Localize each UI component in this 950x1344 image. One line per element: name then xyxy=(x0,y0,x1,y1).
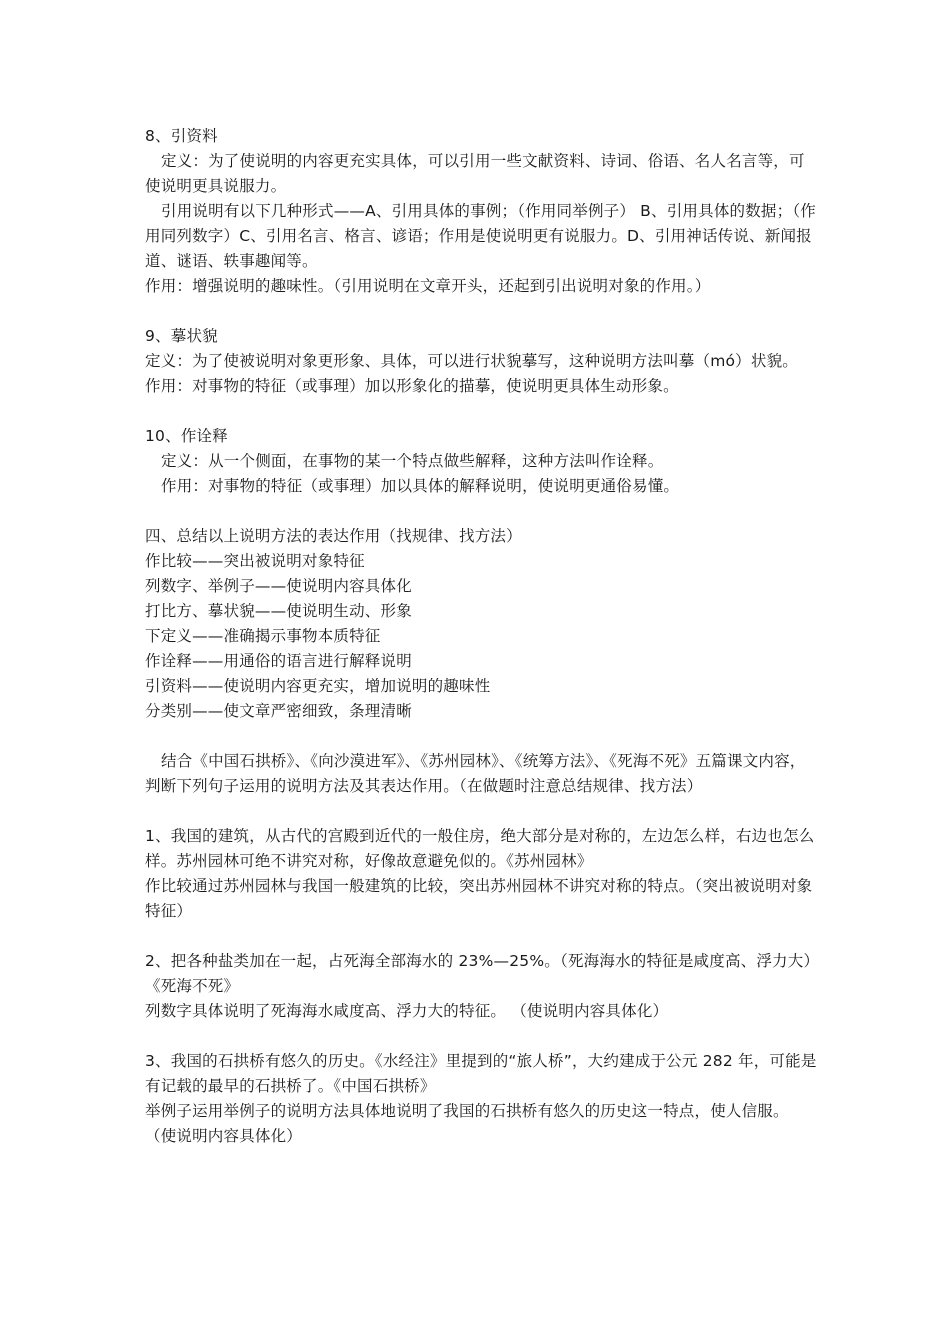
summary-title: 四、总结以上说明方法的表达作用（找规律、找方法） xyxy=(145,527,522,545)
section-8-title: 8、引资料 xyxy=(145,127,218,145)
question-1: 1、我国的建筑，从古代的宫殿到近代的一般住房，绝大部分是对称的，左边怎么样，右边也怎么样。苏州园林可绝不讲究对称，好像故意避免似的。《苏州园林》 xyxy=(145,827,815,870)
summary-item: 下定义——准确揭示事物本质特征 xyxy=(145,627,381,645)
section-9-title: 9、摹状貌 xyxy=(145,327,218,345)
summary-item: 引资料——使说明内容更充实，增加说明的趣味性 xyxy=(145,677,491,695)
summary-item: 打比方、摹状貌——使说明生动、形象 xyxy=(145,602,412,620)
spacer xyxy=(145,1024,820,1049)
summary-item: 列数字、举例子——使说明内容具体化 xyxy=(145,577,412,595)
spacer xyxy=(145,799,820,824)
document-page xyxy=(145,124,820,1149)
exercise-intro: 结合《中国石拱桥》、《向沙漠进军》、《苏州园林》、《统筹方法》、《死海不死》五篇课文内容，判断下列句子运用的说明方法及其表达作用。（在做题时注意总结规律、找方法） xyxy=(145,752,806,795)
section-9-definition: 定义：为了使被说明对象更形象、具体，可以进行状貌摹写，这种说明方法叫摹（mó）状貌。 xyxy=(145,352,798,370)
answer-1: 作比较通过苏州园林与我国一般建筑的比较，突出苏州园林不讲究对称的特点。（突出被说明对象特征） xyxy=(145,877,813,920)
spacer xyxy=(145,724,820,749)
summary-item: 作比较——突出被说明对象特征 xyxy=(145,552,365,570)
spacer xyxy=(145,299,820,324)
question-3: 3、我国的石拱桥有悠久的历史。《水经注》里提到的“旅人桥”，大约建成于公元 282 年，可能是有记载的最早的石拱桥了。《中国石拱桥》 xyxy=(145,1052,817,1095)
section-8-definition: 定义：为了使说明的内容更充实具体，可以引用一些文献资料、诗词、俗语、名人名言等，可使说明更具说服力。 xyxy=(145,152,805,195)
answer-2: 列数字具体说明了死海海水咸度高、浮力大的特征。 （使说明内容具体化） xyxy=(145,1002,669,1020)
summary-item: 分类别——使文章严密细致，条理清晰 xyxy=(145,702,412,720)
section-8-forms: 引用说明有以下几种形式——A、引用具体的事例；（作用同举例子） B、引用具体的数据；（作用同列数字）C、引用名言、格言、谚语；作用是使说明更有说服力。D、引用神话传说、新闻报道、谜语、轶事趣闻等。 xyxy=(145,202,816,270)
answer-3: 举例子运用举例子的说明方法具体地说明了我国的石拱桥有悠久的历史这一特点，使人信服。 （使说明内容具体化） xyxy=(145,1102,789,1145)
spacer xyxy=(145,499,820,524)
section-10-function: 作用：对事物的特征（或事理）加以具体的解释说明，使说明更通俗易懂。 xyxy=(161,477,680,495)
section-8-function: 作用：增强说明的趣味性。（引用说明在文章开头，还起到引出说明对象的作用。） xyxy=(145,277,711,295)
spacer xyxy=(145,924,820,949)
spacer xyxy=(145,399,820,424)
question-2: 2、把各种盐类加在一起，占死海全部海水的 23%—25%。（死海海水的特征是咸度高、浮力大）《死海不死》 xyxy=(145,952,820,995)
section-10-definition: 定义：从一个侧面，在事物的某一个特点做些解释，这种方法叫作诠释。 xyxy=(161,452,664,470)
summary-item: 作诠释——用通俗的语言进行解释说明 xyxy=(145,652,412,670)
section-10-title: 10、作诠释 xyxy=(145,427,228,445)
section-9-function: 作用：对事物的特征（或事理）加以形象化的描摹，使说明更具体生动形象。 xyxy=(145,377,679,395)
